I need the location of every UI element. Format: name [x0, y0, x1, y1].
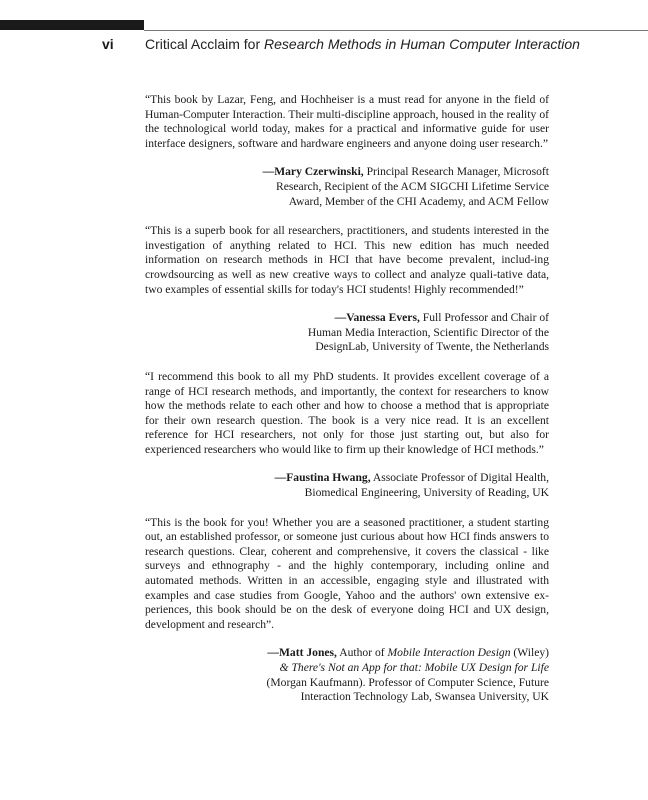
quote-3-attribution: —Faustina Hwang, Associate Professor of Digital Health, Biomedical Engineering, University of Reading, UK — [274, 471, 549, 500]
quote-1-text: “This book by Lazar, Feng, and Hochheiser is a must read for anyone in the field of Human-Computer Interaction. Their multi-discipline approach, housed in the reality of the technological world today, makes for a practical and informative guide for user interface designers, software and hardware engineers and anyone doing user research.” — [145, 93, 549, 150]
page-number: vi — [102, 36, 114, 52]
running-head-book-title: Research Methods in Human Computer Interaction — [264, 36, 580, 52]
quote-2-text: “This is a superb book for all researchers, practitioners, and students interested in the investigation of anything related to HCI. This new edition has much needed information on research methods in HCI that have become prevalent, includ-ing crowdsourcing as well as new creative ways to collect and analyze quali-tative data, two examples of essential skills for today's HCI students! Highly recommended!” — [145, 224, 549, 296]
header-rule — [144, 30, 648, 31]
quote-3-author: —Faustina Hwang, — [274, 471, 371, 485]
quote-1-attribution: —Mary Czerwinski, Principal Research Manager, Microsoft Research, Recipient of the ACM SIGCHI Lifetime Service Award, Member of the CHI Academy, and ACM Fellow — [262, 165, 549, 208]
quote-4-text: “This is the book for you! Whether you are a seasoned practitioner, a student starting out, an established professor, or someone just curious about how HCI finds answers to research questions. Clear, coherent and comprehensive, it covers the classical - like surveys and ethnography - and the highly contemporary, including online and automated methods. Written in an accessible, engaging style and illustrated with examples and case studies from Google, Yahoo and the authors' own extensive ex-periences, this book should be on the desk of everyone doing HCI and UX design, development and research”. — [145, 515, 549, 631]
quote-4-attribution: —Matt Jones, Author of Mobile Interaction Design (Wiley) & There's Not an App for that: Mobile UX Design for Life (Morgan Kaufmann). Professor of Computer Science, Future Interaction Technology Lab, Swansea University, UK — [266, 646, 549, 704]
header-black-bar — [0, 20, 144, 30]
running-head-prefix: Critical Acclaim for — [145, 36, 265, 52]
quote-2-attribution: —Vanessa Evers, Full Professor and Chair of Human Media Interaction, Scientific Director of the DesignLab, University of Twente, the Netherlands — [307, 311, 549, 354]
quote-3-text: “I recommend this book to all my PhD students. It provides excellent coverage of a range of HCI research methods, and importantly, the context for researchers to know how the methods relate to each other and how to choose a method that is appropriate for their own research question. The book is a very nice read. It is an excellent reference for HCI researchers, not only for those just starting out, but also for experienced researchers who would like to firm up their knowledge of HCI methods.” — [145, 369, 549, 456]
quote-1-author: —Mary Czerwinski, — [262, 165, 364, 179]
page-content — [145, 93, 549, 705]
running-head — [145, 36, 580, 52]
quote-4-author: —Matt Jones, — [267, 646, 337, 660]
quote-2-author: —Vanessa Evers, — [334, 311, 420, 325]
